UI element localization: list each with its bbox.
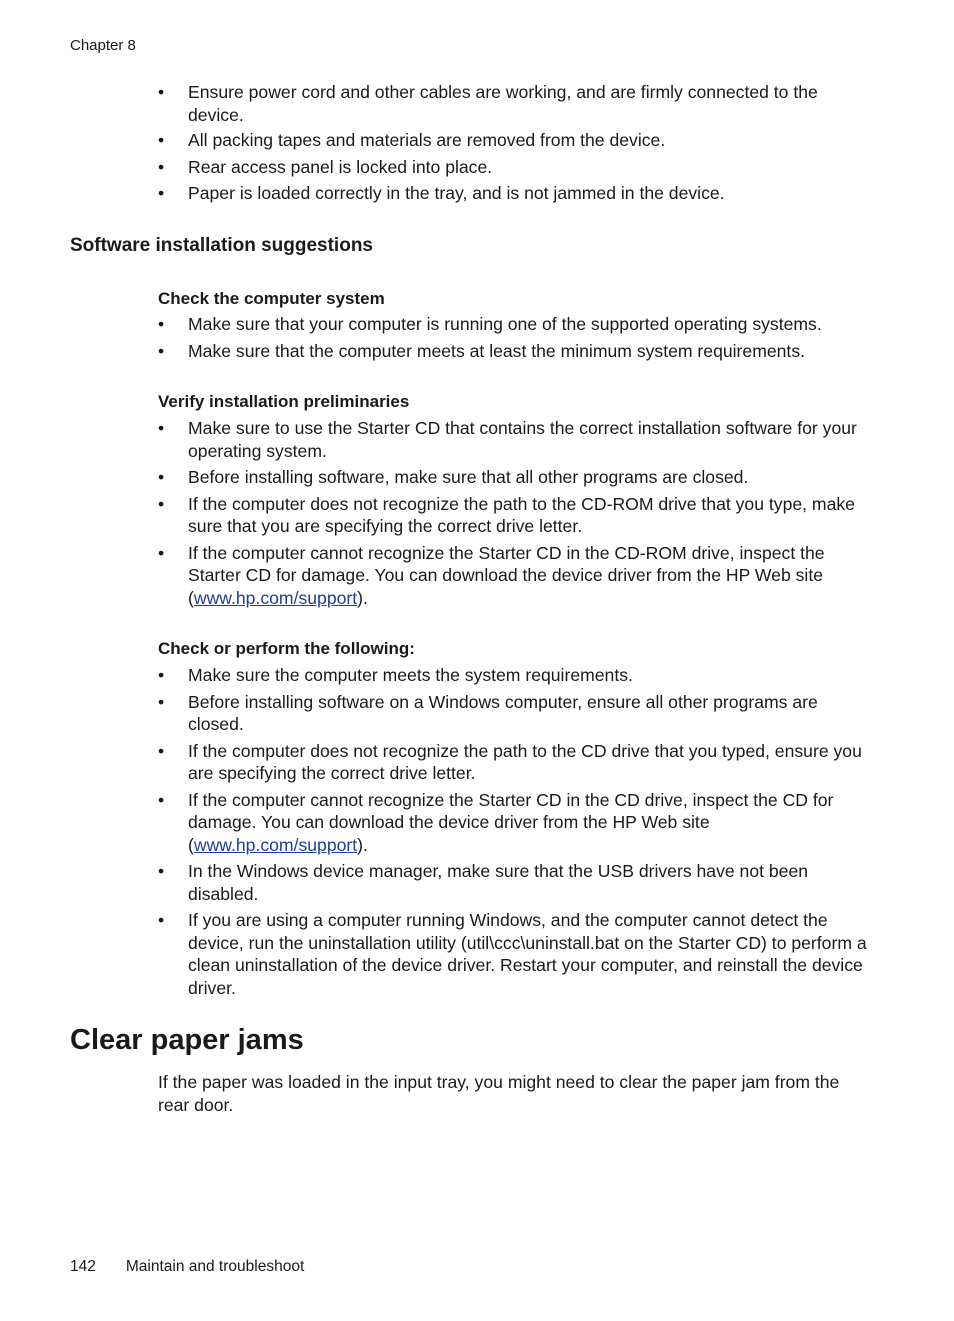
hp-support-link[interactable]: www.hp.com/support (193, 834, 358, 855)
item-text: ). (357, 587, 368, 608)
list-item: • If the computer does not recognize the path to the CD drive that you typed, ensure you are specifying the correct drive letter. (158, 740, 874, 785)
verify-list (158, 417, 874, 609)
subheading-verify: Verify installation preliminaries (158, 392, 410, 411)
check-system-list (158, 313, 874, 362)
item-text: If the computer cannot recognize the Starter CD in the CD drive, inspect the CD for damage. You can download the device driver from the HP Web site ( (188, 789, 834, 855)
list-item: • Make sure the computer meets the system requirements. (158, 664, 874, 687)
list-item: • Ensure power cord and other cables are working, and are firmly connected to the device. (158, 81, 874, 126)
subheading-check-system: Check the computer system (158, 289, 385, 308)
footer-title: Maintain and troubleshoot (125, 1258, 305, 1275)
list-item: • Make sure that your computer is running one of the supported operating systems. (158, 313, 874, 336)
list-item: • Paper is loaded correctly in the tray, and is not jammed in the device. (158, 182, 874, 205)
item-text: ). (357, 834, 368, 855)
hardware-checklist (158, 81, 874, 205)
page-number: 142 (70, 1258, 96, 1275)
list-item: • Make sure that the computer meets at least the minimum system requirements. (158, 340, 874, 363)
subheading-perform: Check or perform the following: (158, 639, 415, 658)
hp-support-link[interactable]: www.hp.com/support (193, 587, 358, 608)
list-item (158, 542, 874, 610)
item-text: If the computer cannot recognize the Starter CD in the CD-ROM drive, inspect the Starter CD for damage. You can download the device driver from the HP Web site ( (188, 542, 825, 608)
section-title-clear-paper-jams: Clear paper jams (70, 1024, 304, 1056)
list-item: • All packing tapes and materials are removed from the device. (158, 129, 874, 152)
list-item: • If you are using a computer running Windows, and the computer cannot detect the device, run the uninstallation utility (util\ccc\uninstall.bat on the Starter CD) to perform a clean uninstallation of the device driver. Restart your computer, and reinstall the device driver. (158, 909, 874, 999)
page-footer (70, 1258, 304, 1276)
list-item: • Make sure to use the Starter CD that contains the correct installation software for your operating system. (158, 417, 874, 462)
perform-list (158, 664, 874, 999)
list-item: • Before installing software on a Windows computer, ensure all other programs are closed. (158, 691, 874, 736)
section-heading-software: Software installation suggestions (70, 235, 373, 256)
list-item: • Rear access panel is locked into place. (158, 156, 874, 179)
list-item: • If the computer does not recognize the path to the CD-ROM drive that you type, make sure that you are specifying the correct drive letter. (158, 493, 874, 538)
list-item: • In the Windows device manager, make sure that the USB drivers have not been disabled. (158, 860, 874, 905)
clear-paper-jams-paragraph: If the paper was loaded in the input tray, you might need to clear the paper jam from the rear door. (158, 1072, 840, 1115)
list-item: • Before installing software, make sure that all other programs are closed. (158, 466, 874, 489)
chapter-label: Chapter 8 (70, 37, 136, 54)
list-item (158, 789, 874, 857)
